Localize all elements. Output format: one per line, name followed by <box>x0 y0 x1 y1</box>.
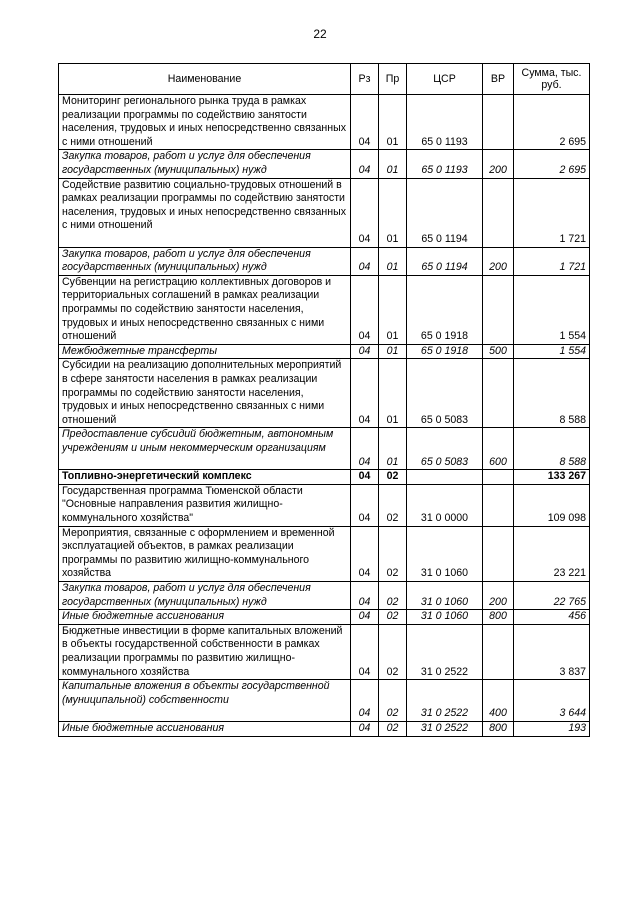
table-row <box>59 359 590 428</box>
row-csr: 65 0 1918 <box>407 344 483 359</box>
row-csr <box>407 470 483 485</box>
row-sum: 109 098 <box>514 484 590 526</box>
row-csr: 31 0 2522 <box>407 680 483 722</box>
row-rz: 04 <box>351 275 379 344</box>
row-vr <box>483 178 514 247</box>
row-rz: 04 <box>351 526 379 581</box>
table-row <box>59 610 590 625</box>
table-row <box>59 275 590 344</box>
row-csr: 31 0 1060 <box>407 581 483 609</box>
row-rz: 04 <box>351 680 379 722</box>
row-vr <box>483 484 514 526</box>
row-pr: 02 <box>379 610 407 625</box>
row-csr: 31 0 0000 <box>407 484 483 526</box>
row-name: Межбюджетные трансферты <box>59 344 351 359</box>
row-sum: 1 721 <box>514 178 590 247</box>
row-name: Мониторинг регионального рынка труда в рамках реализации программы по содействию занятости населения, трудовых и иных непосредственно связанных с ними отношений <box>59 95 351 150</box>
row-vr: 200 <box>483 150 514 178</box>
row-sum: 8 588 <box>514 359 590 428</box>
row-vr: 400 <box>483 680 514 722</box>
row-name: Субсидии на реализацию дополнительных мероприятий в сфере занятости населения в рамках реализации программы по содействию занятости населения, трудовых и иных непосредственно связанных с ними отношений <box>59 359 351 428</box>
row-csr: 65 0 1194 <box>407 247 483 275</box>
table-row <box>59 526 590 581</box>
row-pr: 02 <box>379 624 407 679</box>
table-row <box>59 150 590 178</box>
table-row <box>59 470 590 485</box>
row-vr: 800 <box>483 610 514 625</box>
row-pr: 02 <box>379 581 407 609</box>
row-name: Топливно-энергетический комплекс <box>59 470 351 485</box>
row-vr: 200 <box>483 581 514 609</box>
row-pr: 02 <box>379 526 407 581</box>
table-row <box>59 624 590 679</box>
row-sum: 1 554 <box>514 275 590 344</box>
row-sum: 2 695 <box>514 95 590 150</box>
row-sum: 193 <box>514 721 590 736</box>
row-csr: 65 0 5083 <box>407 428 483 470</box>
row-name: Закупка товаров, работ и услуг для обеспечения государственных (муниципальных) нужд <box>59 150 351 178</box>
header-csr: ЦСР <box>407 64 483 95</box>
row-name: Закупка товаров, работ и услуг для обеспечения государственных (муниципальных) нужд <box>59 247 351 275</box>
table-row <box>59 247 590 275</box>
row-pr: 01 <box>379 150 407 178</box>
row-pr: 02 <box>379 484 407 526</box>
row-csr: 31 0 2522 <box>407 721 483 736</box>
row-name: Государственная программа Тюменской области "Основные направления развития жилищно-коммунального хозяйства" <box>59 484 351 526</box>
row-name: Субвенции на регистрацию коллективных договоров и территориальных соглашений в рамках реализации программы по содействию занятости населения, трудовых и иных непосредственно связанных с ними отношений <box>59 275 351 344</box>
row-vr <box>483 359 514 428</box>
row-pr: 02 <box>379 680 407 722</box>
row-pr: 01 <box>379 95 407 150</box>
row-name: Бюджетные инвестиции в форме капитальных вложений в объекты государственной собственности в рамках реализации программы по развитию жилищно-коммунального хозяйства <box>59 624 351 679</box>
row-csr: 65 0 1193 <box>407 95 483 150</box>
row-sum: 23 221 <box>514 526 590 581</box>
table-row <box>59 178 590 247</box>
row-rz: 04 <box>351 721 379 736</box>
table-row <box>59 95 590 150</box>
row-sum: 1 554 <box>514 344 590 359</box>
row-sum: 3 644 <box>514 680 590 722</box>
row-pr: 01 <box>379 178 407 247</box>
header-sum: Сумма, тыс. руб. <box>514 64 590 95</box>
row-rz: 04 <box>351 95 379 150</box>
row-sum: 1 721 <box>514 247 590 275</box>
row-pr: 01 <box>379 428 407 470</box>
table-row <box>59 484 590 526</box>
row-csr: 65 0 1918 <box>407 275 483 344</box>
table-header <box>59 64 590 95</box>
row-vr: 200 <box>483 247 514 275</box>
row-name: Мероприятия, связанные с оформлением и временной эксплуатацией объектов, в рамках реализации программы по развитию жилищно-коммунального хозяйства <box>59 526 351 581</box>
row-rz: 04 <box>351 484 379 526</box>
header-rz: Рз <box>351 64 379 95</box>
row-name: Предоставление субсидий бюджетным, автономным учреждениям и иным некоммерческим организациям <box>59 428 351 470</box>
row-name: Иные бюджетные ассигнования <box>59 610 351 625</box>
row-rz: 04 <box>351 624 379 679</box>
row-vr: 500 <box>483 344 514 359</box>
row-pr: 02 <box>379 470 407 485</box>
row-rz: 04 <box>351 344 379 359</box>
row-sum: 456 <box>514 610 590 625</box>
row-name: Содействие развитию социально-трудовых отношений в рамках реализации программы по содействию занятости населения, трудовых и иных непосредственно связанных с ними отношений <box>59 178 351 247</box>
row-pr: 01 <box>379 247 407 275</box>
row-vr: 800 <box>483 721 514 736</box>
header-vr: ВР <box>483 64 514 95</box>
row-csr: 31 0 1060 <box>407 610 483 625</box>
row-pr: 01 <box>379 344 407 359</box>
row-csr: 31 0 1060 <box>407 526 483 581</box>
row-vr <box>483 95 514 150</box>
header-name: Наименование <box>59 64 351 95</box>
row-vr <box>483 526 514 581</box>
budget-table <box>58 63 590 737</box>
table-row <box>59 581 590 609</box>
table-row <box>59 428 590 470</box>
row-name: Закупка товаров, работ и услуг для обеспечения государственных (муниципальных) нужд <box>59 581 351 609</box>
row-csr: 31 0 2522 <box>407 624 483 679</box>
row-sum: 8 588 <box>514 428 590 470</box>
row-sum: 3 837 <box>514 624 590 679</box>
row-rz: 04 <box>351 247 379 275</box>
row-csr: 65 0 1193 <box>407 150 483 178</box>
row-vr <box>483 275 514 344</box>
row-rz: 04 <box>351 359 379 428</box>
row-csr: 65 0 1194 <box>407 178 483 247</box>
row-pr: 01 <box>379 359 407 428</box>
row-csr: 65 0 5083 <box>407 359 483 428</box>
row-pr: 01 <box>379 275 407 344</box>
header-pr: Пр <box>379 64 407 95</box>
row-rz: 04 <box>351 428 379 470</box>
row-sum: 22 765 <box>514 581 590 609</box>
row-sum: 2 695 <box>514 150 590 178</box>
row-vr <box>483 624 514 679</box>
row-rz: 04 <box>351 470 379 485</box>
row-rz: 04 <box>351 178 379 247</box>
row-name: Иные бюджетные ассигнования <box>59 721 351 736</box>
page-number: 22 <box>313 27 327 41</box>
row-sum: 133 267 <box>514 470 590 485</box>
row-rz: 04 <box>351 581 379 609</box>
table-row <box>59 680 590 722</box>
row-vr <box>483 470 514 485</box>
row-pr: 02 <box>379 721 407 736</box>
row-vr: 600 <box>483 428 514 470</box>
row-rz: 04 <box>351 610 379 625</box>
row-name: Капитальные вложения в объекты государственной (муниципальной) собственности <box>59 680 351 722</box>
row-rz: 04 <box>351 150 379 178</box>
table-row <box>59 344 590 359</box>
table-row <box>59 721 590 736</box>
